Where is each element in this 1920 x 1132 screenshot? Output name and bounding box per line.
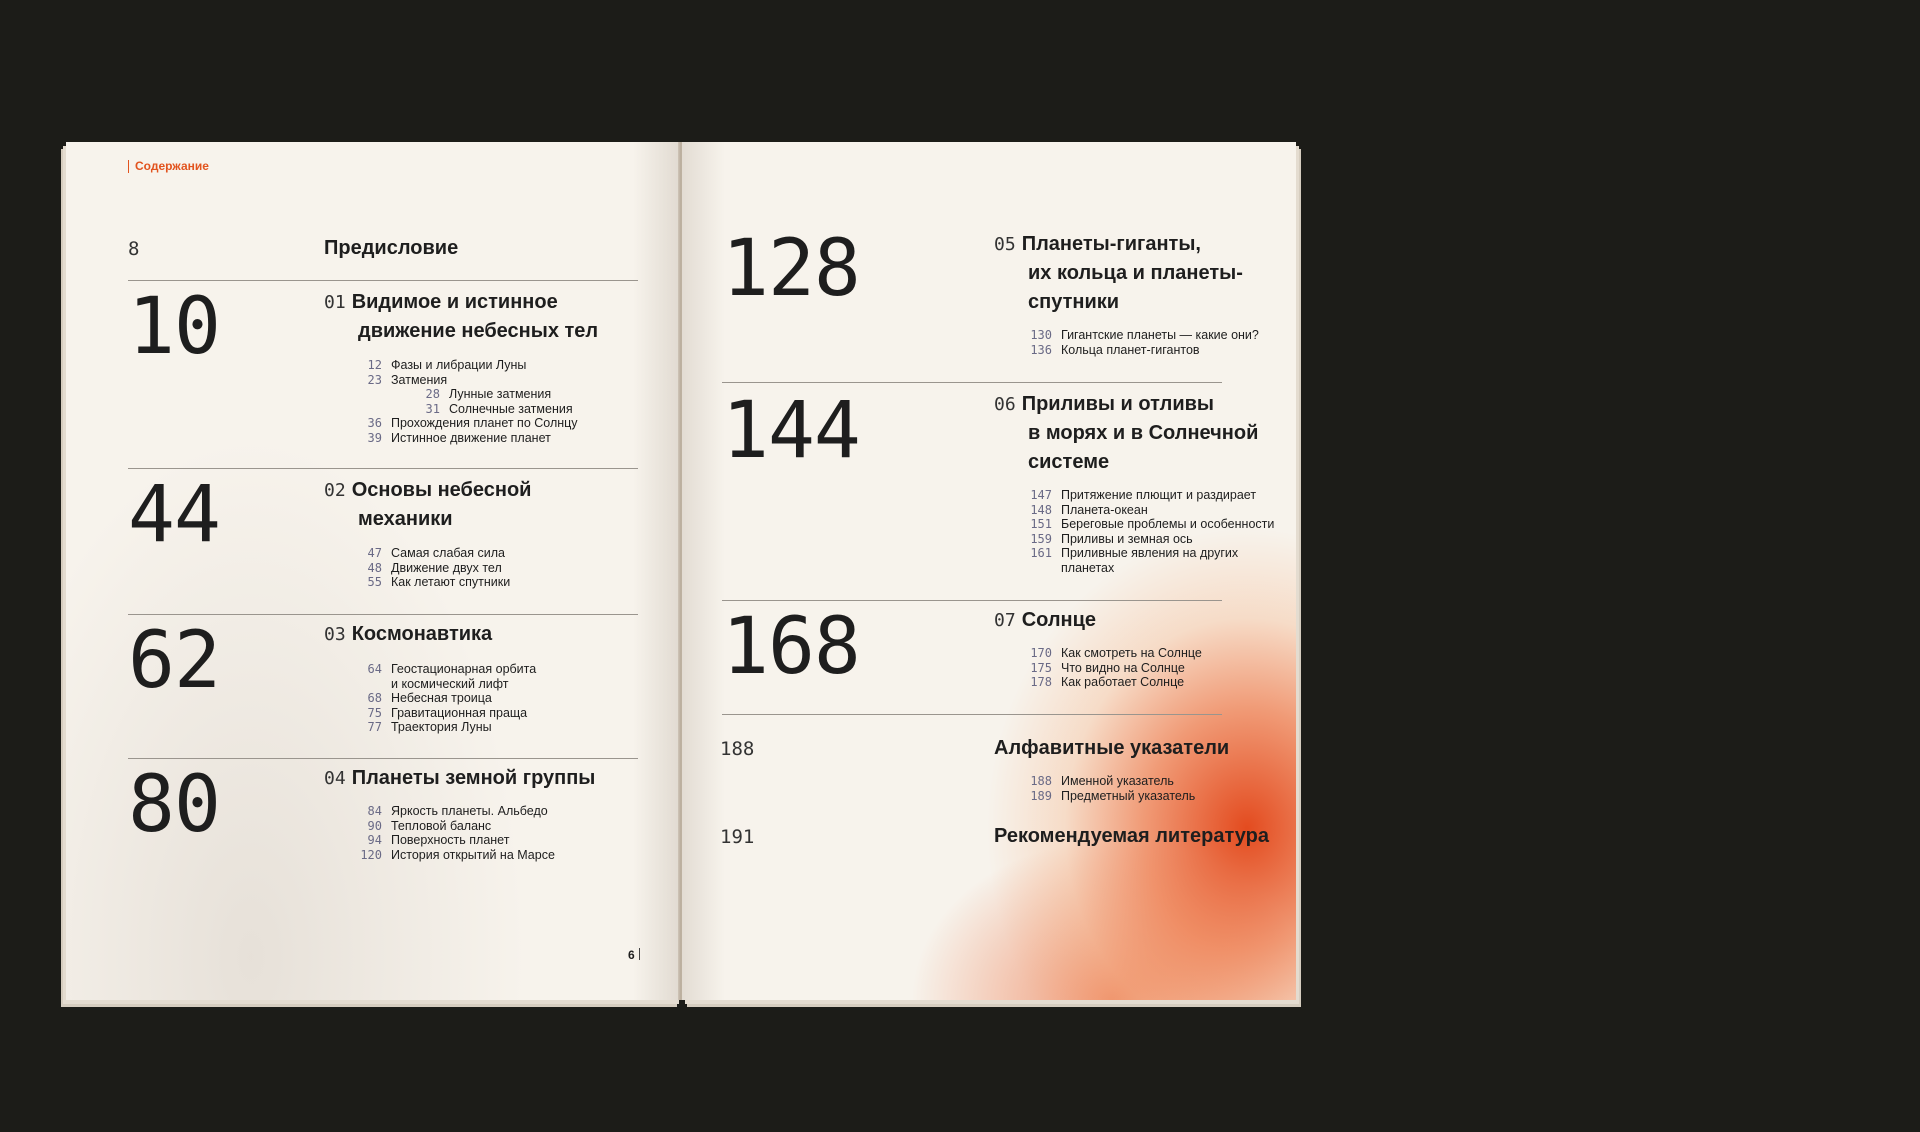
- chapter-number: 01: [324, 292, 346, 313]
- divider: [722, 600, 1222, 601]
- right-page: [682, 142, 1296, 1000]
- chapter-06-sections: [1026, 488, 1274, 575]
- list-item: 28 Лунные затмения: [425, 387, 552, 401]
- literature-page-number: 191: [720, 826, 755, 848]
- chapter-02-page-number: 44: [128, 470, 220, 560]
- chapter-02-sections: [356, 546, 510, 590]
- divider: [128, 468, 638, 469]
- chapter-03-title: 03 Космонавтика: [324, 623, 493, 645]
- chapter-02-title: 02 Основы небесной механики: [324, 479, 532, 530]
- list-item: 23 Затмения: [367, 372, 448, 387]
- list-item: 90 Тепловой баланс: [367, 818, 492, 833]
- index-title: Алфавитные указатели: [994, 737, 1230, 759]
- list-item: 68 Небесная троица: [367, 691, 492, 705]
- chapter-05-page-number: 128: [722, 224, 860, 314]
- list-item: 120 История открытий на Марсе: [360, 847, 555, 862]
- list-item: 136 Кольца планет-гигантов: [1030, 342, 1200, 357]
- chapter-04-sections: [356, 804, 555, 862]
- divider: [128, 280, 638, 281]
- list-item: 175 Что видно на Солнце: [1030, 660, 1185, 675]
- list-item: 47 Самая слабая сила: [367, 546, 505, 560]
- chapter-01-page-number: 10: [128, 282, 220, 372]
- chapter-06-title: 06 Приливы и отливы в морях и в Солнечной системе: [994, 393, 1259, 473]
- divider: [722, 714, 1222, 715]
- chapter-05-title: 05 Планеты-гиганты, их кольца и планеты- спутники: [994, 233, 1243, 313]
- list-item: 64 Геостационарная орбита: [367, 662, 537, 676]
- chapter-03-page-number: 62: [128, 616, 220, 706]
- foreword-page-number: 8: [128, 238, 140, 260]
- list-item: 77 Траектория Луны: [367, 720, 492, 734]
- list-item: 36 Прохождения планет по Солнцу: [367, 416, 578, 430]
- list-item: 31 Солнечные затмения: [425, 401, 573, 416]
- chapter-05-sections: [1026, 328, 1259, 357]
- list-item: 189 Предметный указатель: [1030, 788, 1196, 803]
- list-item: 159 Приливы и земная ось: [1030, 531, 1193, 546]
- list-item: 55 Как летают спутники: [367, 575, 511, 589]
- running-header: Содержание: [128, 160, 209, 173]
- list-item: 84 Яркость планеты. Альбедо: [367, 804, 548, 818]
- list-item: 48 Движение двух тел: [367, 560, 502, 575]
- chapter-01-sections: [356, 358, 578, 445]
- chapter-01-title: 01 Видимое и истинное движение небесных тел: [324, 291, 599, 342]
- divider: [128, 614, 638, 615]
- index-sections: [1026, 774, 1195, 803]
- list-item: 170 Как смотреть на Солнце: [1030, 646, 1202, 660]
- literature-title: Рекомендуемая литература: [994, 825, 1269, 847]
- list-item: 188 Именной указатель: [1030, 774, 1174, 788]
- list-item: 151 Береговые проблемы и особенности: [1030, 517, 1275, 531]
- list-item: 130 Гигантские планеты — какие они?: [1030, 328, 1259, 342]
- list-item: планетах: [1061, 560, 1115, 575]
- chapter-03-sections: [356, 662, 536, 735]
- chapter-07-title: 07 Солнце: [994, 609, 1097, 631]
- list-item: 94 Поверхность планет: [367, 833, 510, 847]
- page-number: 6: [628, 948, 640, 962]
- list-item: 75 Гравитационная праща: [367, 705, 528, 720]
- list-item: 148 Планета-океан: [1030, 502, 1148, 517]
- chapter-04-page-number: 80: [128, 760, 220, 850]
- list-item: 161 Приливные явления на других: [1030, 546, 1239, 560]
- left-page: [66, 142, 682, 1000]
- list-item: 178 Как работает Солнце: [1030, 675, 1185, 689]
- list-item: 12 Фазы и либрации Луны: [367, 358, 527, 372]
- foreword-title: Предисловие: [324, 237, 459, 259]
- chapter-07-page-number: 168: [722, 602, 860, 692]
- list-item: и космический лифт: [391, 676, 509, 691]
- list-item: 39 Истинное движение планет: [367, 430, 551, 445]
- open-book: [66, 142, 1296, 1002]
- list-item: 147 Притяжение плющит и раздирает: [1030, 488, 1257, 502]
- divider: [128, 758, 638, 759]
- chapter-07-sections: [1026, 646, 1202, 690]
- chapter-04-title: 04 Планеты земной группы: [324, 767, 596, 789]
- divider: [722, 382, 1222, 383]
- index-page-number: 188: [720, 738, 755, 760]
- chapter-06-page-number: 144: [722, 386, 860, 476]
